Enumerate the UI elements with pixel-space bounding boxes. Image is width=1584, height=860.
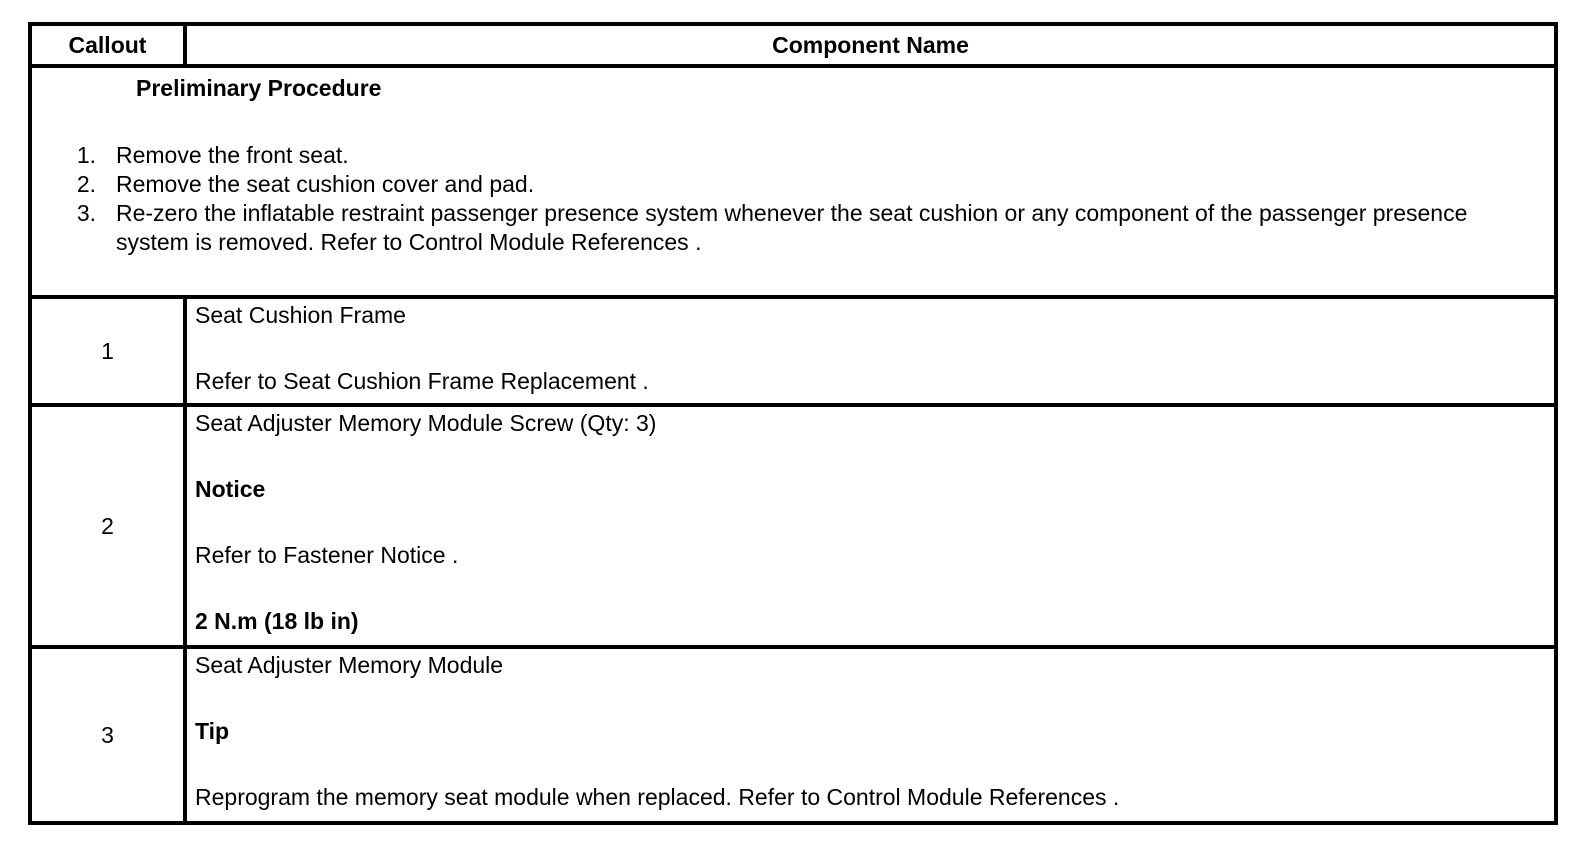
table-row [32,649,1554,825]
table-header-row [32,26,1554,68]
tip-text: Reprogram the memory seat module when replaced. Refer to Control Module References . [195,784,1120,810]
step-text: Remove the front seat. [116,142,349,168]
callout-number: 2 [32,407,187,645]
table-row [32,299,1554,407]
preliminary-procedure-row [32,68,1554,299]
step-number: 3. [76,200,96,226]
component-name: Seat Cushion Frame [195,302,406,328]
component-name: Seat Adjuster Memory Module Screw (Qty: 3) [195,410,657,436]
step-number: 1. [76,142,96,168]
list-item [32,141,1554,170]
component-table [28,22,1558,825]
header-callout: Callout [32,26,187,64]
list-item [32,199,1554,257]
component-cell [187,407,1554,645]
component-name: Seat Adjuster Memory Module [195,652,504,678]
step-number: 2. [76,171,96,197]
callout-number: 3 [32,649,187,821]
notice-label: Notice [195,476,266,502]
component-cell [187,299,1554,403]
header-component-name: Component Name [772,31,969,58]
notice-text: Refer to Fastener Notice . [195,542,459,568]
callout-number: 1 [32,299,187,403]
step-text: Re-zero the inflatable restraint passenger presence system whenever the seat cushion or any component of the passenger presence system is removed. Refer to Control Module References . [116,200,1468,255]
component-cell [187,649,1554,821]
preliminary-steps-list [32,141,1554,257]
preliminary-procedure-title: Preliminary Procedure [136,75,382,101]
step-text: Remove the seat cushion cover and pad. [116,171,535,197]
list-item [32,170,1554,199]
tip-label: Tip [195,718,230,744]
table-row [32,407,1554,649]
component-reference: Refer to Seat Cushion Frame Replacement . [195,368,649,394]
torque-spec: 2 N.m (18 lb in) [195,608,359,634]
